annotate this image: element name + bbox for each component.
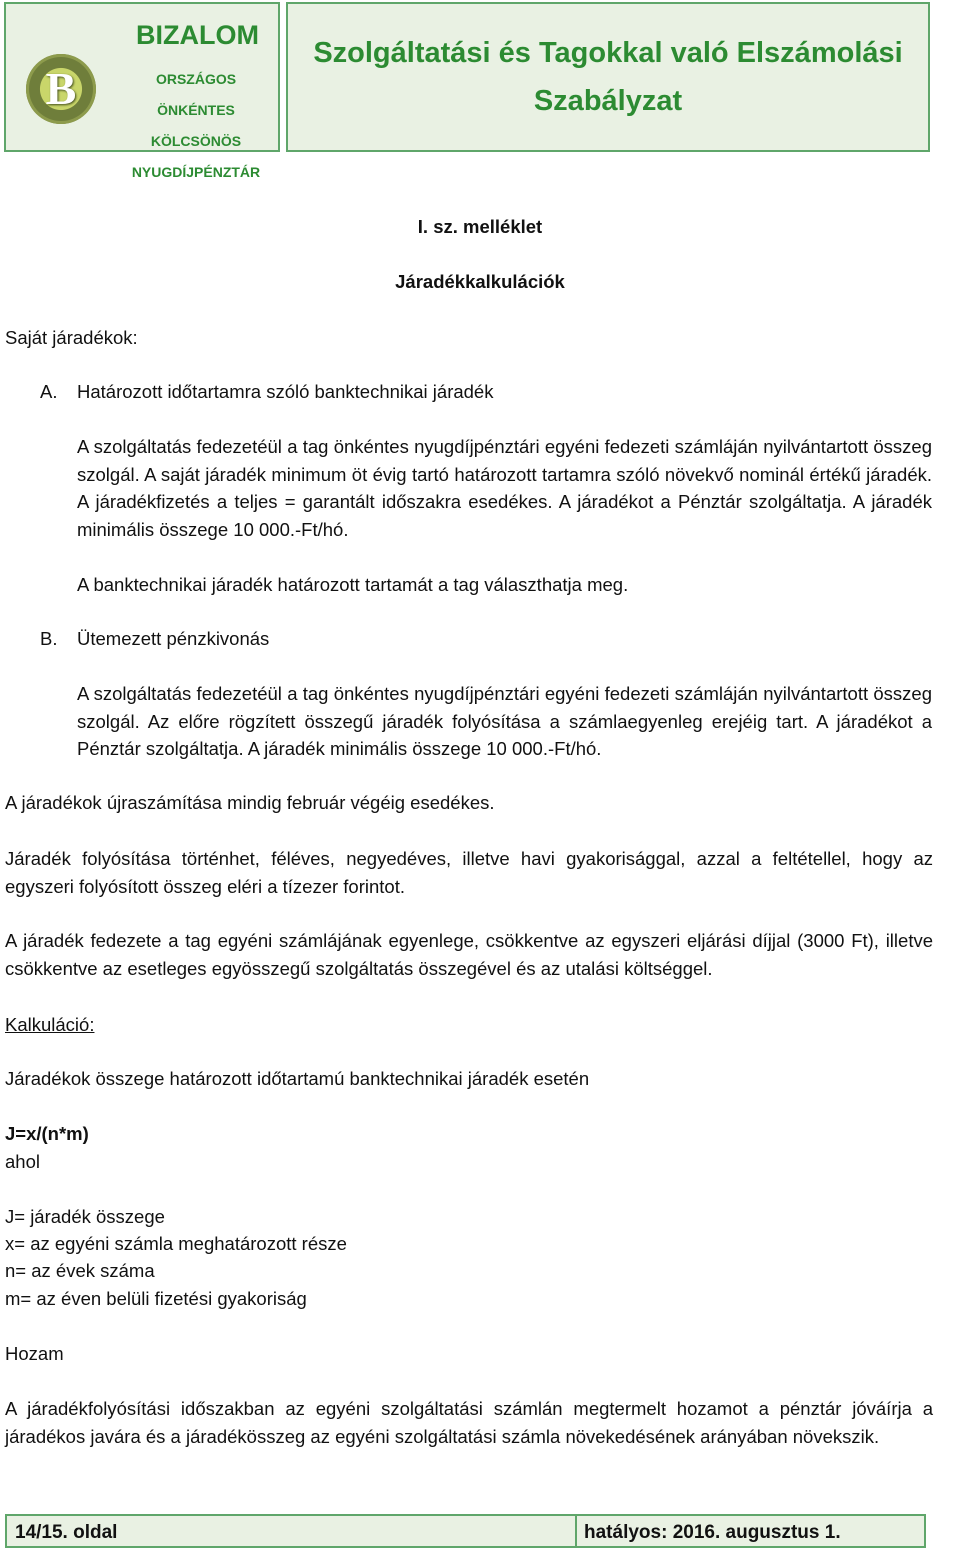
coverage-text: A járadék fedezete a tag egyéni számlájának egyenlege, csökkentve az egyszeri eljárási díjjal (3000 Ft), illetve csökkentve az esetleges egyösszegű szolgáltatás összegével és az utalási költséggel. [5, 930, 933, 979]
formula: J=x/(n*m) [5, 1123, 89, 1144]
calculation-label: Kalkuláció: [5, 1014, 95, 1035]
section-a-label: A. [40, 381, 58, 402]
document-header [4, 2, 930, 180]
bizalom-logo-icon [26, 54, 96, 124]
payment-frequency-text: Járadék folyósítása történhet, féléves, negyedéves, illetve havi gyakorisággal, azzal a feltétellel, hogy az egyszeri folyósított összeg eléri a tízezer forintot. [5, 848, 933, 897]
org-line-2: KÖLCSÖNÖS [150, 133, 242, 149]
definition-n: n= az évek száma [5, 1260, 155, 1281]
section-a-note: A banktechnikai járadék határozott tartamát a tag választhatja meg. [77, 574, 629, 595]
annex-label: I. sz. melléklet [417, 216, 543, 237]
document-title-line-2: Szabályzat [533, 85, 683, 117]
document-footer [5, 1514, 926, 1548]
document-title-line-1: Szolgáltatási és Tagokkal való Elszámolási [313, 37, 903, 69]
org-line-1: ORSZÁGOS ÖNKÉNTES [155, 71, 237, 118]
document-title [313, 29, 902, 125]
yield-text: A járadékfolyósítási időszakban az egyéni szolgáltatási számlán megtermelt hozamot a pénztár jóváírja a járadékos javára és a járadékösszeg az egyéni szolgáltatási számla növekedésének arányában növekszik. [5, 1398, 933, 1447]
yield-label: Hozam [5, 1343, 64, 1364]
definition-m: m= az éven belüli fizetési gyakoriság [5, 1288, 307, 1309]
logo-letter: B [45, 63, 77, 114]
calculation-intro: Járadékok összege határozott időtartamú banktechnikai járadék esetén [5, 1068, 590, 1089]
org-name: BIZALOM [136, 20, 259, 50]
section-b-text: A szolgáltatás fedezetéül a tag önkéntes nyugdíjpénztári egyéni fedezeti számláján nyilvántartott összeg szolgál. Az előre rögzített összegű járadék folyósítása a számlaegyenleg erejéig tart. A járadékot a Pénztár szolgáltatja. A járadék minimális összege 10 000.-Ft/hó. [77, 683, 932, 759]
org-subtitle [116, 64, 276, 188]
effective-date: hatályos: 2016. augusztus 1. [584, 1522, 841, 1543]
section-a-title: Határozott időtartamra szóló banktechnikai járadék [77, 381, 494, 402]
definition-j: J= járadék összege [5, 1206, 165, 1227]
definition-x: x= az egyéni számla meghatározott része [5, 1233, 347, 1254]
document-title-box [286, 2, 930, 152]
intro-text: Saját járadékok: [5, 327, 138, 348]
section-heading: Járadékkalkulációk [395, 271, 565, 292]
formula-where: ahol [5, 1151, 40, 1172]
section-b-title: Ütemezett pénzkivonás [77, 628, 270, 649]
section-b-label: B. [40, 628, 58, 649]
recalc-text: A járadékok újraszámítása mindig február végéig esedékes. [5, 792, 495, 813]
footer-divider [575, 1516, 577, 1546]
section-a-text: A szolgáltatás fedezetéül a tag önkéntes nyugdíjpénztári egyéni fedezeti számláján nyilvántartott összeg szolgál. A saját járadék minimum öt évig tartó határozott tartamra szóló növekvő nominál értékű járadék. A járadékfizetés a teljes = garantált időszakra esedékes. A járadékot a Pénztár szolgáltatja. A járadék minimális összege 10 000.-Ft/hó. [77, 436, 932, 540]
org-line-3: NYUGDÍJPÉNZTÁR [131, 164, 261, 180]
page-number: 14/15. oldal [15, 1522, 118, 1543]
org-logo-box [4, 2, 280, 180]
